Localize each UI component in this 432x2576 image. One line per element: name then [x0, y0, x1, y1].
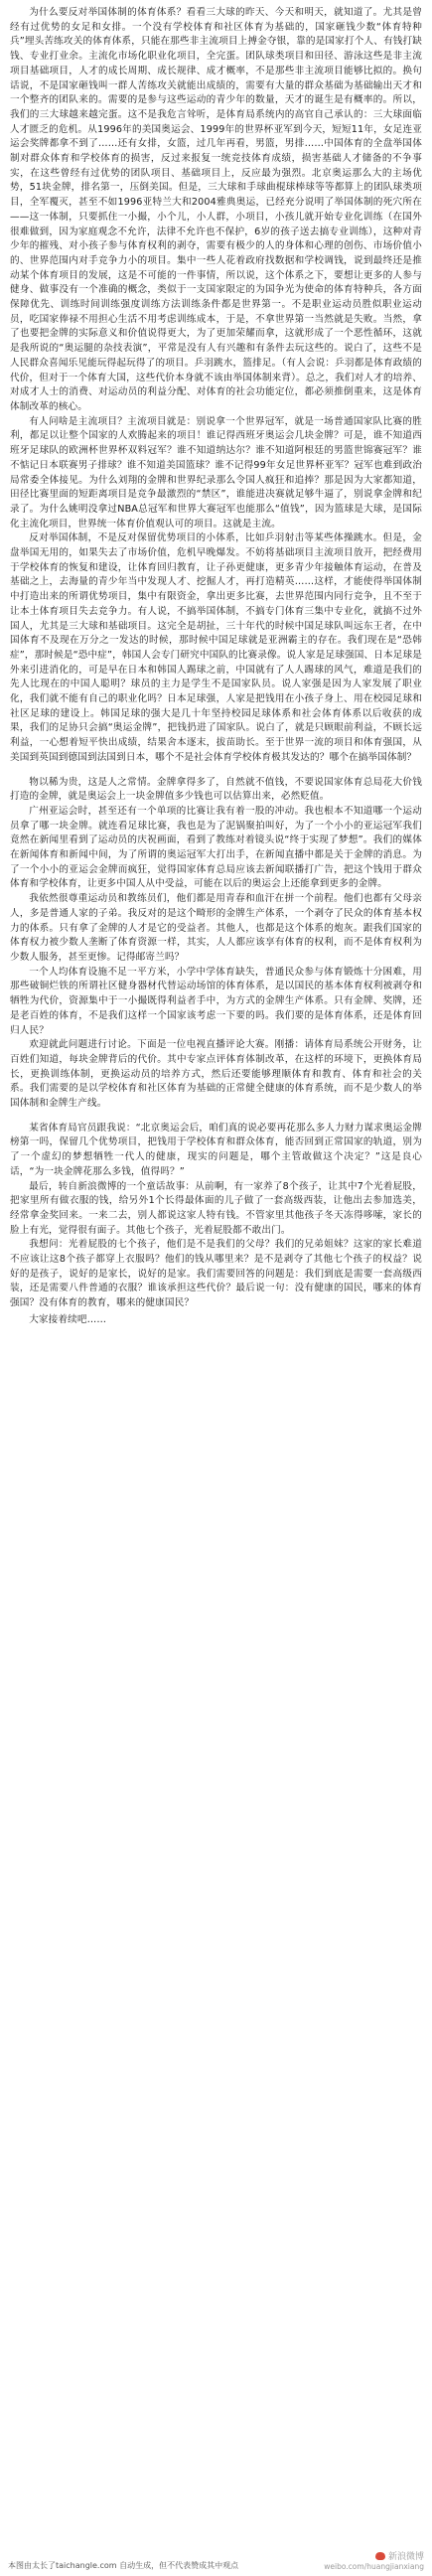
paragraph: 欢迎就此问题进行讨论。下面是一位电视直播评论大赛。刚播：请体育局系统公开财务，让百姓们知道，每块金牌背后的代价。其中专家点评体育体制改革，在这样的环境下，更换体育局长，更换训练体制，更换运动员的培养方式，然后还要能够理顺体育和教育、体育和社会的关系。我们需要的是以学校体育和社区体育为基础的正常健全健康的体育系统，而不是少数人的举国体制和金牌生产线。 [10, 1039, 422, 1110]
generator-note: 本图由太长了taichangle.com 自动生成，但不代表赞成其中观点 [8, 2561, 239, 2570]
weibo-eye-icon [375, 2552, 385, 2560]
closing-line: 大家接着续吧…… [29, 1313, 107, 1325]
paragraph: 我依然很尊重运动员和教练员们，他们都是用青春和血汗在拼一个前程。他们也都有父母亲人，多是普通人家的子弟。我反对的是这个畸形的金牌生产体系，一个剥夺了民众的体育基本权力的体系。只有拿了金牌的人才是它的受益者。其他人，也都是这个体系的炮灰。跟我们国家的体育权力被少数人垄断了体育资源一样，其实，人人都应该享有体育的权利，而不是体育权利为少数人服务，甚至更惨。记得邮寄兰吗？ [10, 893, 422, 963]
paragraph: 反对举国体制，不是反对保留优势项目的小体系，比如乒羽射击等某些体操跳水。但是，金盘举国无用的，如果失去了市场价值，危机早晚爆发。不妨将基础项目主流项目放开，把经费用于学校体育的恢复和建设，让体育回归教育，让子孙更健康，更多青少年接触体育运动，在普及基础之上，去海量的青少年当中发现人才、挖掘人才，再打造精英……这样，才能使得举国体制中打造出来的所谓优势项目，集中有限资金，拿出更多比赛，去世界范围内同行竞争，且不至于让本土体育项目失去竞争力。有人说，不搞举国体制，不搞专门体育三集中专业化，就搞不过外国人，尤其是三大球和基础项目。这完全是胡扯，三十年代的时候中国足球队叫远东王者，在中国体育不及现在万分之一发达的时候，那时候中国足球就是亚洲霸主的存在。我们现在是“恐韩症”，那时候是“恐中症”，韩国人会专门研究中国队的比赛录像。说人家是足球强国、日本足球是外来引进消化的，可是早在日本和韩国人踢球之前，中国就有了人人踢球的风气，难道是我们的先人比现在的中国人聪明？球员的主力是学生不是国家队员。说人家强是因为人家发展了职业化，我们就不能有自己的职业化吗？日本足球强，人家是把钱用在小孩子身上、用在校园足球和社区足球的建设上。韩国足球的强大是几十年坚持校园足球体系和社会体育体系以后收获的成果，我们的足协只会搞“奥运金牌”，把钱扔进了国家队。说白了，就是只顾眼前利益，不顾长远利益，一心想着短平快出成绩，结果舍本逐末，拔苗助长。至于世界一流的项目和体育强国，从美国到英国到德国到法国到日本，哪个不是社会体育学校体育极其发达的？哪个在搞举国体制？ [10, 532, 422, 763]
watermark-url: weibo.com/huangjianxiang [324, 2562, 424, 2571]
paragraph: 物以稀为贵，这是人之常情。金牌拿得多了，自然就不值钱，不要说国家体育总局花大价钱打造的金牌，就是奥运会上一块金牌值多少钱也可以估算出来，必然贬值。 [10, 776, 422, 803]
paragraph: 我想问：光着屁股的七个孩子，他们是不是我们的父母？我们的兄弟姐妹？这家的家长难道不应该让这8个孩子都穿上衣服吗？他们的钱从哪里来？是不是剥夺了其他七个孩子的权益？说好的是孩子，说好的是家长，说好的是家。我们需要回答的问题是：我们到底是需要一套高级西装，还是需要八件普通的衣服？谁该承担这些代价？最后说一句：没有健康的国民，哪来的体育强国？没有体育的教育，哪来的健康国民？ [10, 1239, 422, 1309]
paragraph: 为什么要反对举国体制的体育体系？看看三大球的昨天、今天和明天，就知道了。尤其是曾经有过优势的女足和女排。一个没有学校体育和社区体育为基础的，国家砸钱少数“体育特种兵”埋头苦练攻关的体育体系，只能在那些非主流项目上搏金夺银，靠的是国家打个人、有钱打缺钱、专业打业余。主流化市场化职业化项目，全完蛋。团队球类项目和田径、游泳这些是非主流项目基础项目，人才的成长周期、成长规律、成才概率，不是那些非主流项目能够比拟的。换句话说，不是国家砸钱叫一群人苦练攻关就能出成绩的，需要有大量的群众基础为基础输出天才和一个整齐的团队来的。需要的是参与这些运动的青少年的数量，天才的诞生是有概率的。所以，我们的三大球越来越完蛋。这不是我危言耸听，是体育局系统内的高官自己承认的：三大球面临人才匮乏的危机。从1996年的美国奥运会、1999年的世界杯亚军到今天，短短11年，女足连亚运会奖牌都拿不到了……还有女排，女篮，过几年再看，男篮，男排……中国体育的全盘举国体制对群众体育和学校体育的损害，反过来报复一统竞技体育成绩，损害基础人才储备的不争事实，在这些曾经有过优势的团队项目、基础项目上，反应最为强烈。北京奥运那么大的主场优势，51块金牌，排名第一，压倒美国。但是，三大球和手球曲棍球棒球等等都算上的团队球类项目，全军覆灭，甚至不如1996亚特兰大和2004雅典奥运，已经充分说明了举国体制的死穴所在——这一体制，只要抓住一小撮，小个儿，小人群，小项目，小孩儿就开始专业化训练（在国外很难做到，因为家庭观念不允许，法律不允许也不保护，6岁的孩子送去搞专业训练），这种对青少年的摧残、对小孩子参与体育权利的剥夺，需要有极少的人的身体和心理的创伤、市场价值小的、世界范围内对手竞争力小的项目。集中一些人花着政府找数据和学校调钱，说到最终还是推动某个体育项目的发展，这是不可能的一件事情，所以说，这个体系之下，要想让更多的人参与健身、做事没有一个准确的概念，类似于一支国家限定的为国争光为使命的体育特种兵，各方面保障优先、训练时间训练强度训练方法训练条件都是世界第一。不是职业运动员胜似职业运动员，吃国家俸禄不用担心生活不用考虑训练成本，于是，不拿世界第一当然就是失败。当然，拿了也要把金牌的实际意义和价值说得更大，为了更加荣耀而拿，这就形成了一个恶性循环，这就是我所说的“奥运腿的杂技表演”，平常是没有人有兴趣和有条件去玩这些的。说白了，这些不是人民群众喜闻乐见能玩得起玩得了的项目。乒羽跳水，篮排足。（有人会说：乒羽都是体育政绩的代价，但对于一个体育大国，这些代价本身就不该由举国体制来背）。总之，我们对人才的培养、对成才人士的消费、对运动员的利益分配、对体育的社会功能定位，都必须推倒重来，这是体育体制改革的核心。 [10, 7, 422, 412]
paragraph: 某省体育局官员跟我说：“北京奥运会后，咱们真的说必要再花那么多人力财力谋求奥运金牌榜第一吗，保留几个优势项目，把钱用于学校体育和群众体育，能否回到正常国家的轨道，别为了一个虚幻的梦想牺牲一代人的健康，现实的问题是，哪个主管敢做这个决定？”这是良心话，“为一块金牌花那么多钱，值得吗？” [10, 1122, 423, 1177]
paragraph: 最后，转自新浪微博的一个童话故事：从前啊，有一家养了8个孩子，让其中7个光着屁股，把家里所有做衣服的钱，给另外1个长得最体面的儿子做了一套高级西装，让他出去参加选美，经常拿金奖回来。一来二去，别人都说这家人特有钱。不管家里其他孩子冬天冻得哆嗦，家长的脸上有光，觉得很有面子。其他七个孩子，光着屁股都不敢出门。 [10, 1180, 422, 1236]
footer [0, 2545, 432, 2576]
paragraph: 一个人均体育设施不足一平方米，小学中学体育缺失，普通民众参与体育锻炼十分困难，用那些破铜烂铁的所谓社区健身器材代替运动场馆的体育体系，是以国民的基本体育权利被剥夺和牺牲为代价，资源集中于一小撮既得利益者手中，为方式的金牌生产体系。只有金牌、奖牌，还是老百姓的体育，不是我们这样一个国家该考虑一下要的吗。我们要的是体育体系，还是体育回归人民？ [10, 966, 422, 1036]
weibo-watermark [324, 2549, 424, 2571]
watermark-brand [375, 2549, 424, 2562]
paragraph: 有人问啥是主流项目？主流项目就是：别说拿一个世界冠军，就是一场普通国家队比赛的胜利，都足以让整个国家的人欢腾起来的项目！谁记得西班牙奥运会几块金牌？可是，谁不知道西班牙足球队的欧洲杯世界杯双料冠军？谁不知道纳达尔？谁不知道阿根廷的男篮世锦赛冠军？谁不惦记日本联赛男子排球？谁不知道美国篮球？谁不记得99年女足世界杯亚军？冠军也难到政治局常委全体接见。为什么刘翔的金牌和世界纪录那么令国人疯狂和追捧？那是因为大家都知道，田径比赛里面的短距离项目是竞争最激烈的“禁区”，谁能进决赛就足够牛逼了，别说拿金牌和纪录了。为什么姚明没拿过NBA总冠军和世界大赛冠军也能那么“值钱”，因为篮球是大球，是国际化主流化项目，世界统一体育价值观认可的项目。这就是主流。 [10, 415, 422, 530]
paragraph: 广州亚运会时，甚至还有一个单项的比赛让我有着一股的冲动。我也根本不知道哪一个运动员拿了哪一块金牌。就连看足球比赛，我也是为了泥锅聚拍叫好，为了一个小小的亚运冠军我们竟然在新闻里看到了运动员的庆祝画面，看到了教练对着镜头说“终于实现了梦想”。我们的媒体在新闻体育和新闻中间，为了所谓的奥运冠军大打出手，在新闻直播中都是关于金牌的消息。为了一个小小的亚运会金牌而疯狂，觉得国家体育总局应该去新闻联播打广告，把这个钱用于群众体育和学校体育，让更多中国人从中受益，可能在以后的奥运会上还能拿到更多的金牌。 [10, 805, 422, 890]
watermark-name: 新浪微博 [387, 2552, 424, 2562]
